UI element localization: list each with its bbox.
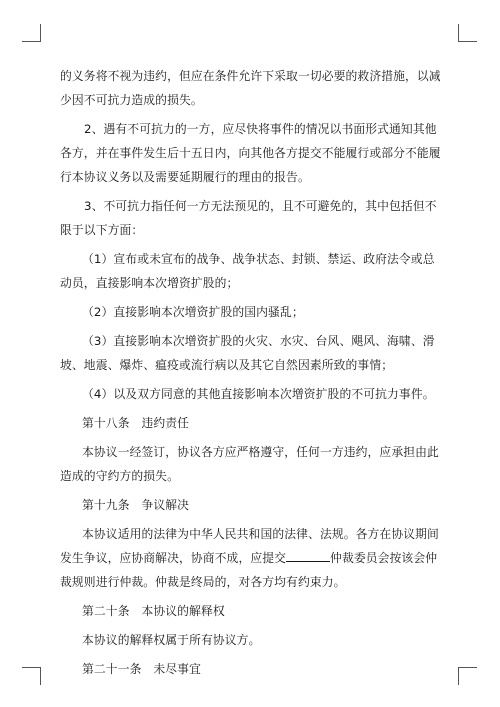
crop-mark-bottom-right-vertical (458, 667, 459, 685)
crop-mark-top-right-horizontal (458, 41, 477, 42)
crop-mark-top-left-vertical (40, 24, 41, 42)
list-item-other: （4）以及双方同意的其他直接影响本次增资扩股的不可抗力事件。 (82, 387, 435, 401)
crop-mark-top-left-horizontal (22, 41, 41, 42)
paragraph-breach: 本协议一经签订，协议各方应严格遵守，任何一方违约，应承担由此造成的守约方的损失。 (60, 445, 439, 483)
crop-mark-top-right-vertical (458, 24, 459, 42)
list-item-war: （1）宣布或未宣布的战争、战争状态、封锁、禁运、政府法令或总动员，直接影响本次增资扩股的； (60, 252, 435, 290)
paragraph-notification: 2、遇有不可抗力的一方，应尽快将事件的情况以书面形式通知其他各方，并在事件发生后十五日内，向其他各方提交不能履行或部分不能履行本协议义务以及需要延期履行的理由的报告。 (60, 122, 441, 184)
paragraph-definition: 3、不可抗力指任何一方无法预见的，且不可避免的，其中包括但不限于以下方面： (60, 199, 437, 237)
section-heading-19: 第十九条 争议解决 (82, 498, 190, 512)
crop-mark-bottom-right-horizontal (458, 667, 477, 668)
crop-mark-bottom-left-horizontal (22, 667, 41, 668)
arbitration-commission-blank (286, 549, 330, 562)
paragraph-interpretation: 本协议的解释权属于所有协议方。 (82, 633, 261, 647)
section-heading-18: 第十八条 违约责任 (82, 416, 190, 430)
crop-mark-bottom-left-vertical (40, 667, 41, 685)
list-item-natural-disaster: （3）直接影响本次增资扩股的火灾、水灾、台风、飓风、海啸、滑坡、地震、爆炸、瘟疫或流行病以及其它自然因素所致的事情； (60, 334, 435, 372)
document-body (60, 64, 443, 681)
section-heading-21: 第二十一条 未尽事宜 (82, 662, 201, 676)
list-item-riot: （2）直接影响本次增资扩股的国内骚乱； (82, 305, 304, 319)
paragraph-dispute (60, 522, 443, 594)
dispute-text-after: 仲裁委员会按该会仲裁规则进行仲裁。仲裁是终局的，对各方均有约束力。 (60, 551, 438, 589)
paragraph-force-majeure-continued: 的义务将不视为违约，但应在条件允许下采取一切必要的救济措施，以减少因不可抗力造成的损失。 (60, 69, 441, 107)
section-heading-20: 第二十条 本协议的解释权 (82, 604, 225, 618)
dispute-text-before: 本协议适用的法律为中华人民共和国的法律、法规。各方在协议期间发生争议，应协商解决，协商不成，应提交 (60, 527, 439, 565)
